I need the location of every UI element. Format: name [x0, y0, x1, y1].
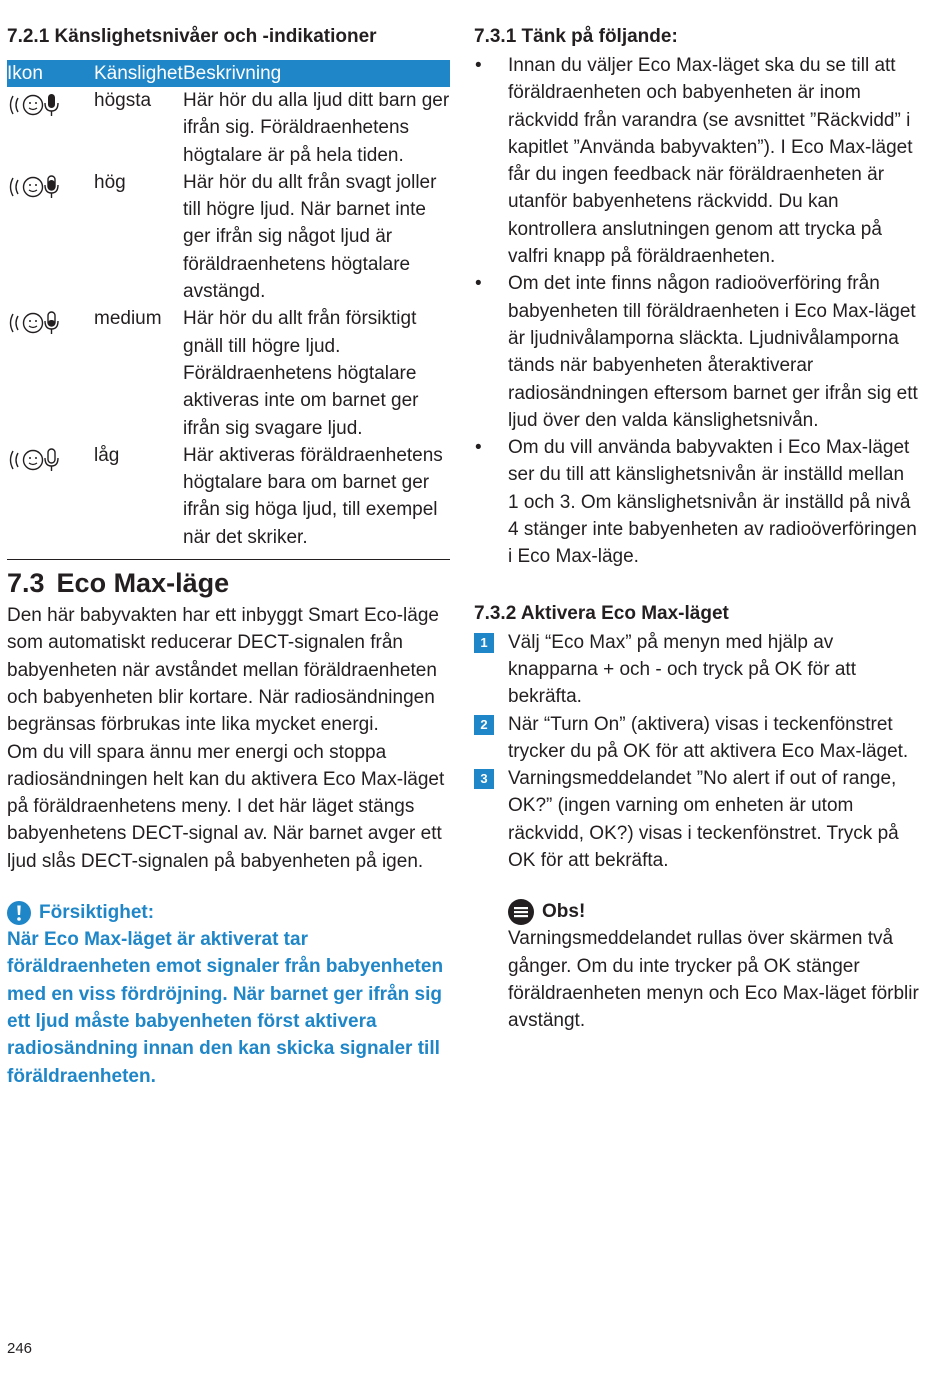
bullet-text: Om det inte finns någon radioöverföring från babyenheten till föräldraenheten i Eco Max-läget är ljudnivålamporna släckta. Ljudnivålamporna tänds när babyenheten återaktiverar radiosändningen eftersom barnet ger ifrån sig ett ljud över den valda känslighetsnivån.	[508, 273, 918, 431]
caution-title-text: Försiktighet:	[39, 902, 155, 924]
caution-box	[7, 899, 450, 1090]
table-row	[7, 169, 450, 305]
step-number: 1	[474, 633, 494, 653]
list-item	[474, 52, 919, 270]
list-item	[474, 765, 919, 874]
sensitivity-table	[7, 60, 450, 560]
section-73-paragraph: Om du vill spara ännu mer energi och stoppa radiosändningen helt kan du aktivera Eco Max-läget på föräldraenhetens meny. I det här läget stängs babyenhetens DECT-signal av. När barnet avger ett ljud slås DECT-signalen på babyenheten på igen.	[7, 741, 445, 872]
caution-title	[7, 899, 450, 926]
sensitivity-level-1-icon	[7, 442, 94, 551]
bullet-marker: •	[475, 55, 482, 76]
exclamation-icon	[7, 901, 31, 925]
step-number: 3	[474, 769, 494, 789]
sensitivity-level: hög	[94, 171, 126, 193]
page-number: 246	[7, 1340, 33, 1357]
list-item	[474, 270, 919, 434]
header-description: Beskrivning	[183, 63, 282, 84]
steps-list	[474, 629, 919, 875]
considerations-list	[474, 52, 919, 571]
list-item	[474, 434, 919, 570]
list-item	[474, 629, 919, 711]
step-text: När “Turn On” (aktivera) visas i teckenfönstret trycker du på OK för att aktivera Eco Max-läget.	[508, 713, 909, 762]
bullet-marker: •	[475, 273, 482, 295]
table-row	[7, 305, 450, 441]
section-73-number: 7.3	[7, 568, 45, 599]
right-column	[474, 22, 919, 1035]
bullet-text: Om du vill använda babyvakten i Eco Max-läget ser du till att känslighetsnivån är inställd mellan 1 och 3. Om känslighetsnivån är inställd på nivå 4 stänger inte babyenheten av radioöverföringen i Eco Max-läge.	[508, 437, 917, 568]
sensitivity-description: Här aktiveras föräldraenhetens högtalare bara om barnet ger ifrån sig höga ljud, till exempel när det skriker.	[183, 444, 443, 548]
sensitivity-description: Här hör du alla ljud ditt barn ger ifrån sig. Föräldraenhetens högtalare är på hela tiden.	[183, 90, 450, 166]
list-item	[474, 711, 919, 766]
section-731-heading: 7.3.1 Tänk på följande:	[474, 26, 678, 47]
sensitivity-description: Här hör du allt från försiktigt gnäll till högre ljud. Föräldraenhetens högtalare aktiveras inte om barnet ger ifrån sig svagare ljud.	[183, 308, 419, 439]
sensitivity-level: högsta	[94, 90, 152, 111]
note-title-text: Obs!	[542, 901, 586, 923]
section-73-heading	[7, 566, 450, 600]
note-icon	[508, 899, 534, 925]
table-row	[7, 442, 450, 551]
sensitivity-level-2-icon	[7, 305, 94, 441]
sensitivity-level: låg	[94, 444, 120, 466]
step-text: Varningsmeddelandet ”No alert if out of range, OK?” (ingen varning om enheten är utom räckvidd, OK?) visas i teckenfönstret. Tryck på OK för att bekräfta.	[508, 768, 899, 872]
step-number: 2	[474, 715, 494, 735]
bullet-marker: •	[475, 437, 482, 459]
sensitivity-description: Här hör du allt från svagt joller till högre ljud. När barnet inte ger ifrån sig något ljud är föräldraenhetens högtalare avstängd.	[183, 171, 437, 303]
table-row	[7, 87, 450, 169]
left-column	[7, 22, 450, 1090]
sensitivity-level: medium	[94, 308, 162, 330]
bullet-text: Innan du väljer Eco Max-läget ska du se till att föräldraenheten och babyenheten är inom räckvidd från varandra (se avsnittet ”Räckvidd” i kapitlet ”Använda babyvakten”). I Eco Max-läget får du ingen feedback när föräldraenheten är utanför babyenhetens räckvidd. Du kan kontrollera anslutningen genom att trycka på valfri knapp på föräldraenheten.	[508, 55, 913, 268]
step-text: Välj “Eco Max” på menyn med hjälp av knapparna + och - och tryck på OK för att bekräfta.	[508, 631, 856, 708]
sensitivity-table-header	[7, 60, 450, 87]
section-721-heading: 7.2.1 Känslighetsnivåer och -indikationer	[7, 26, 377, 47]
note-box	[474, 898, 919, 1034]
sensitivity-level-4-icon	[7, 87, 94, 169]
caution-body: När Eco Max-läget är aktiverat tar föräldraenheten emot signaler från babyenheten med en viss fördröjning. När barnet ger ifrån sig ett ljud måste babyenheten först aktivera radiosändning innan den kan skicka signaler till föräldraenheten.	[7, 929, 444, 1087]
section-73-paragraph: Den här babyvakten har ett inbyggt Smart Eco-läge som automatiskt reducerar DECT-signalen från babyenheten när avståndet mellan föräldraenheten och babyenheten blir kortare. När radiosändningen begränsas förbrukas inte lika mycket energi.	[7, 605, 439, 736]
header-icon: Ikon	[7, 63, 43, 84]
section-73-title: Eco Max-läge	[56, 568, 230, 599]
note-body: Varningsmeddelandet rullas över skärmen två gånger. Om du inte trycker på OK stänger föräldraenheten menyn och Eco Max-läget förblir avstängt.	[508, 928, 919, 1032]
table-bottom-rule	[7, 559, 450, 560]
header-sensitivity: Känslighet	[94, 63, 183, 84]
section-732-heading: 7.3.2 Aktivera Eco Max-läget	[474, 602, 729, 624]
sensitivity-level-3-icon	[7, 169, 94, 305]
note-title	[508, 898, 919, 925]
